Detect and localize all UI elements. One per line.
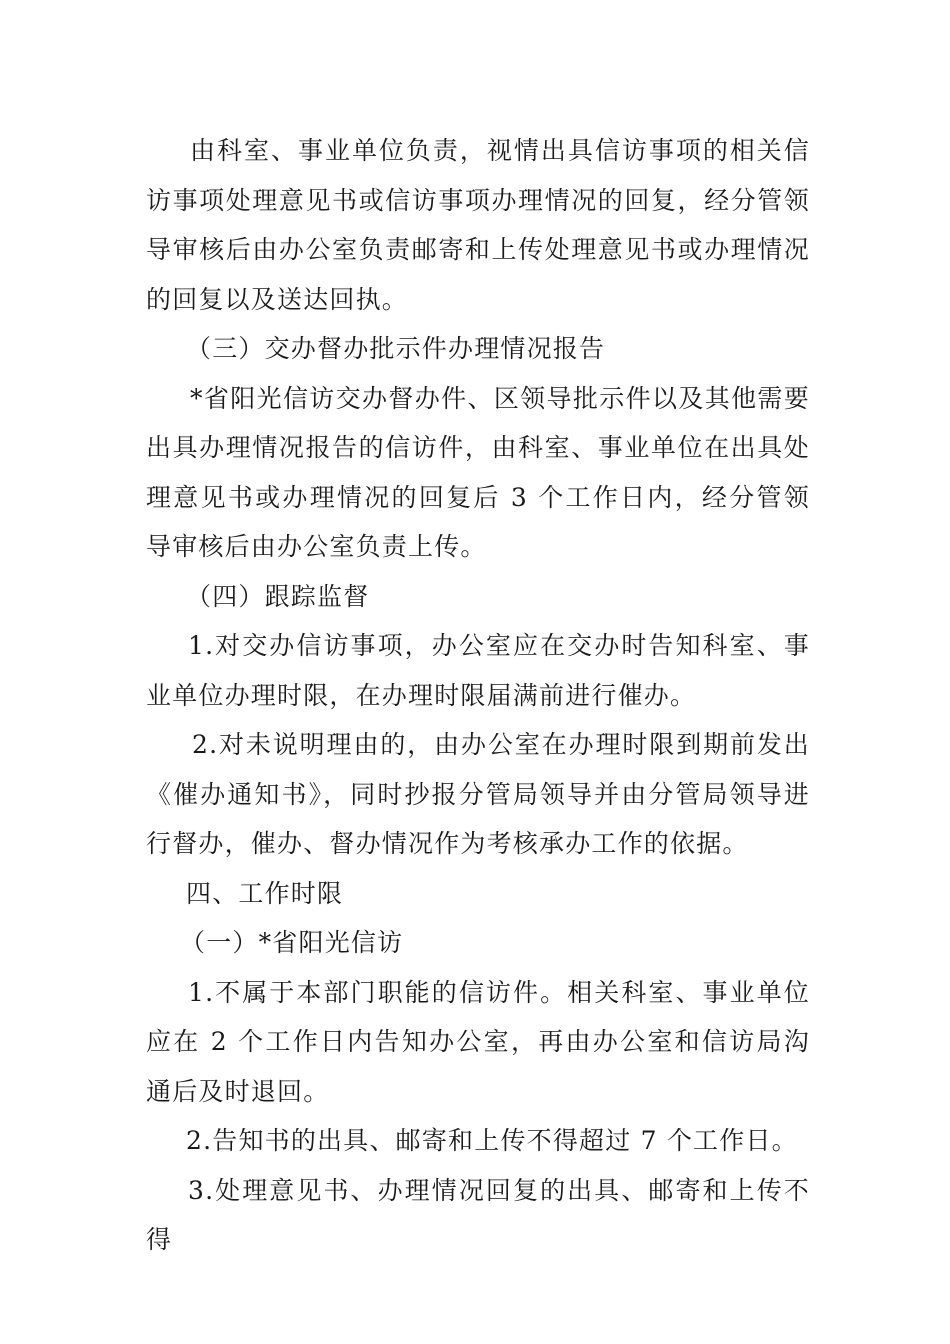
paragraph-time-item-2: 2.告知书的出具、邮寄和上传不得超过 7 个工作日。	[186, 1126, 798, 1155]
paragraph-time-item-3: 3.处理意见书、办理情况回复的出具、邮寄和上传不得	[146, 1175, 810, 1254]
paragraph-time-item-1: 1.不属于本部门职能的信访件。相关科室、事业单位应在 2 个工作日内告知办公室，再由办公室和信访局沟通后及时退回。	[146, 977, 810, 1106]
paragraph-item-1-urging: 1.对交办信访事项，办公室应在交办时告知科室、事业单位办理时限，在办理时限届满前进行催办。	[146, 631, 810, 710]
heading-section-three: （三）交办督办批示件办理情况报告	[186, 334, 606, 363]
paragraph-report-upload: *省阳光信访交办督办件、区领导批示件以及其他需要出具办理情况报告的信访件，由科室、事业单位在出具处理意见书或办理情况的回复后 3 个工作日内，经分管领导审核后由办公室负责上传。	[146, 383, 810, 561]
paragraph-reply-process: 由科室、事业单位负责，视情出具信访事项的相关信访事项处理意见书或信访事项办理情况的回复，经分管领导审核后由办公室负责邮寄和上传处理意见书或办理情况的回复以及送达回执。	[146, 136, 810, 314]
heading-sunshine-petition: （一）*省阳光信访	[180, 928, 404, 957]
document-body	[146, 126, 810, 1265]
heading-section-four: （四）跟踪监督	[186, 581, 370, 611]
heading-work-time-limit: 四、工作时限	[186, 878, 344, 908]
paragraph-item-2-supervision: 2.对未说明理由的，由办公室在办理时限到期前发出《催办通知书》，同时抄报分管局领导并由分管局领导进行督办，催办、督办情况作为考核承办工作的依据。	[146, 730, 810, 858]
